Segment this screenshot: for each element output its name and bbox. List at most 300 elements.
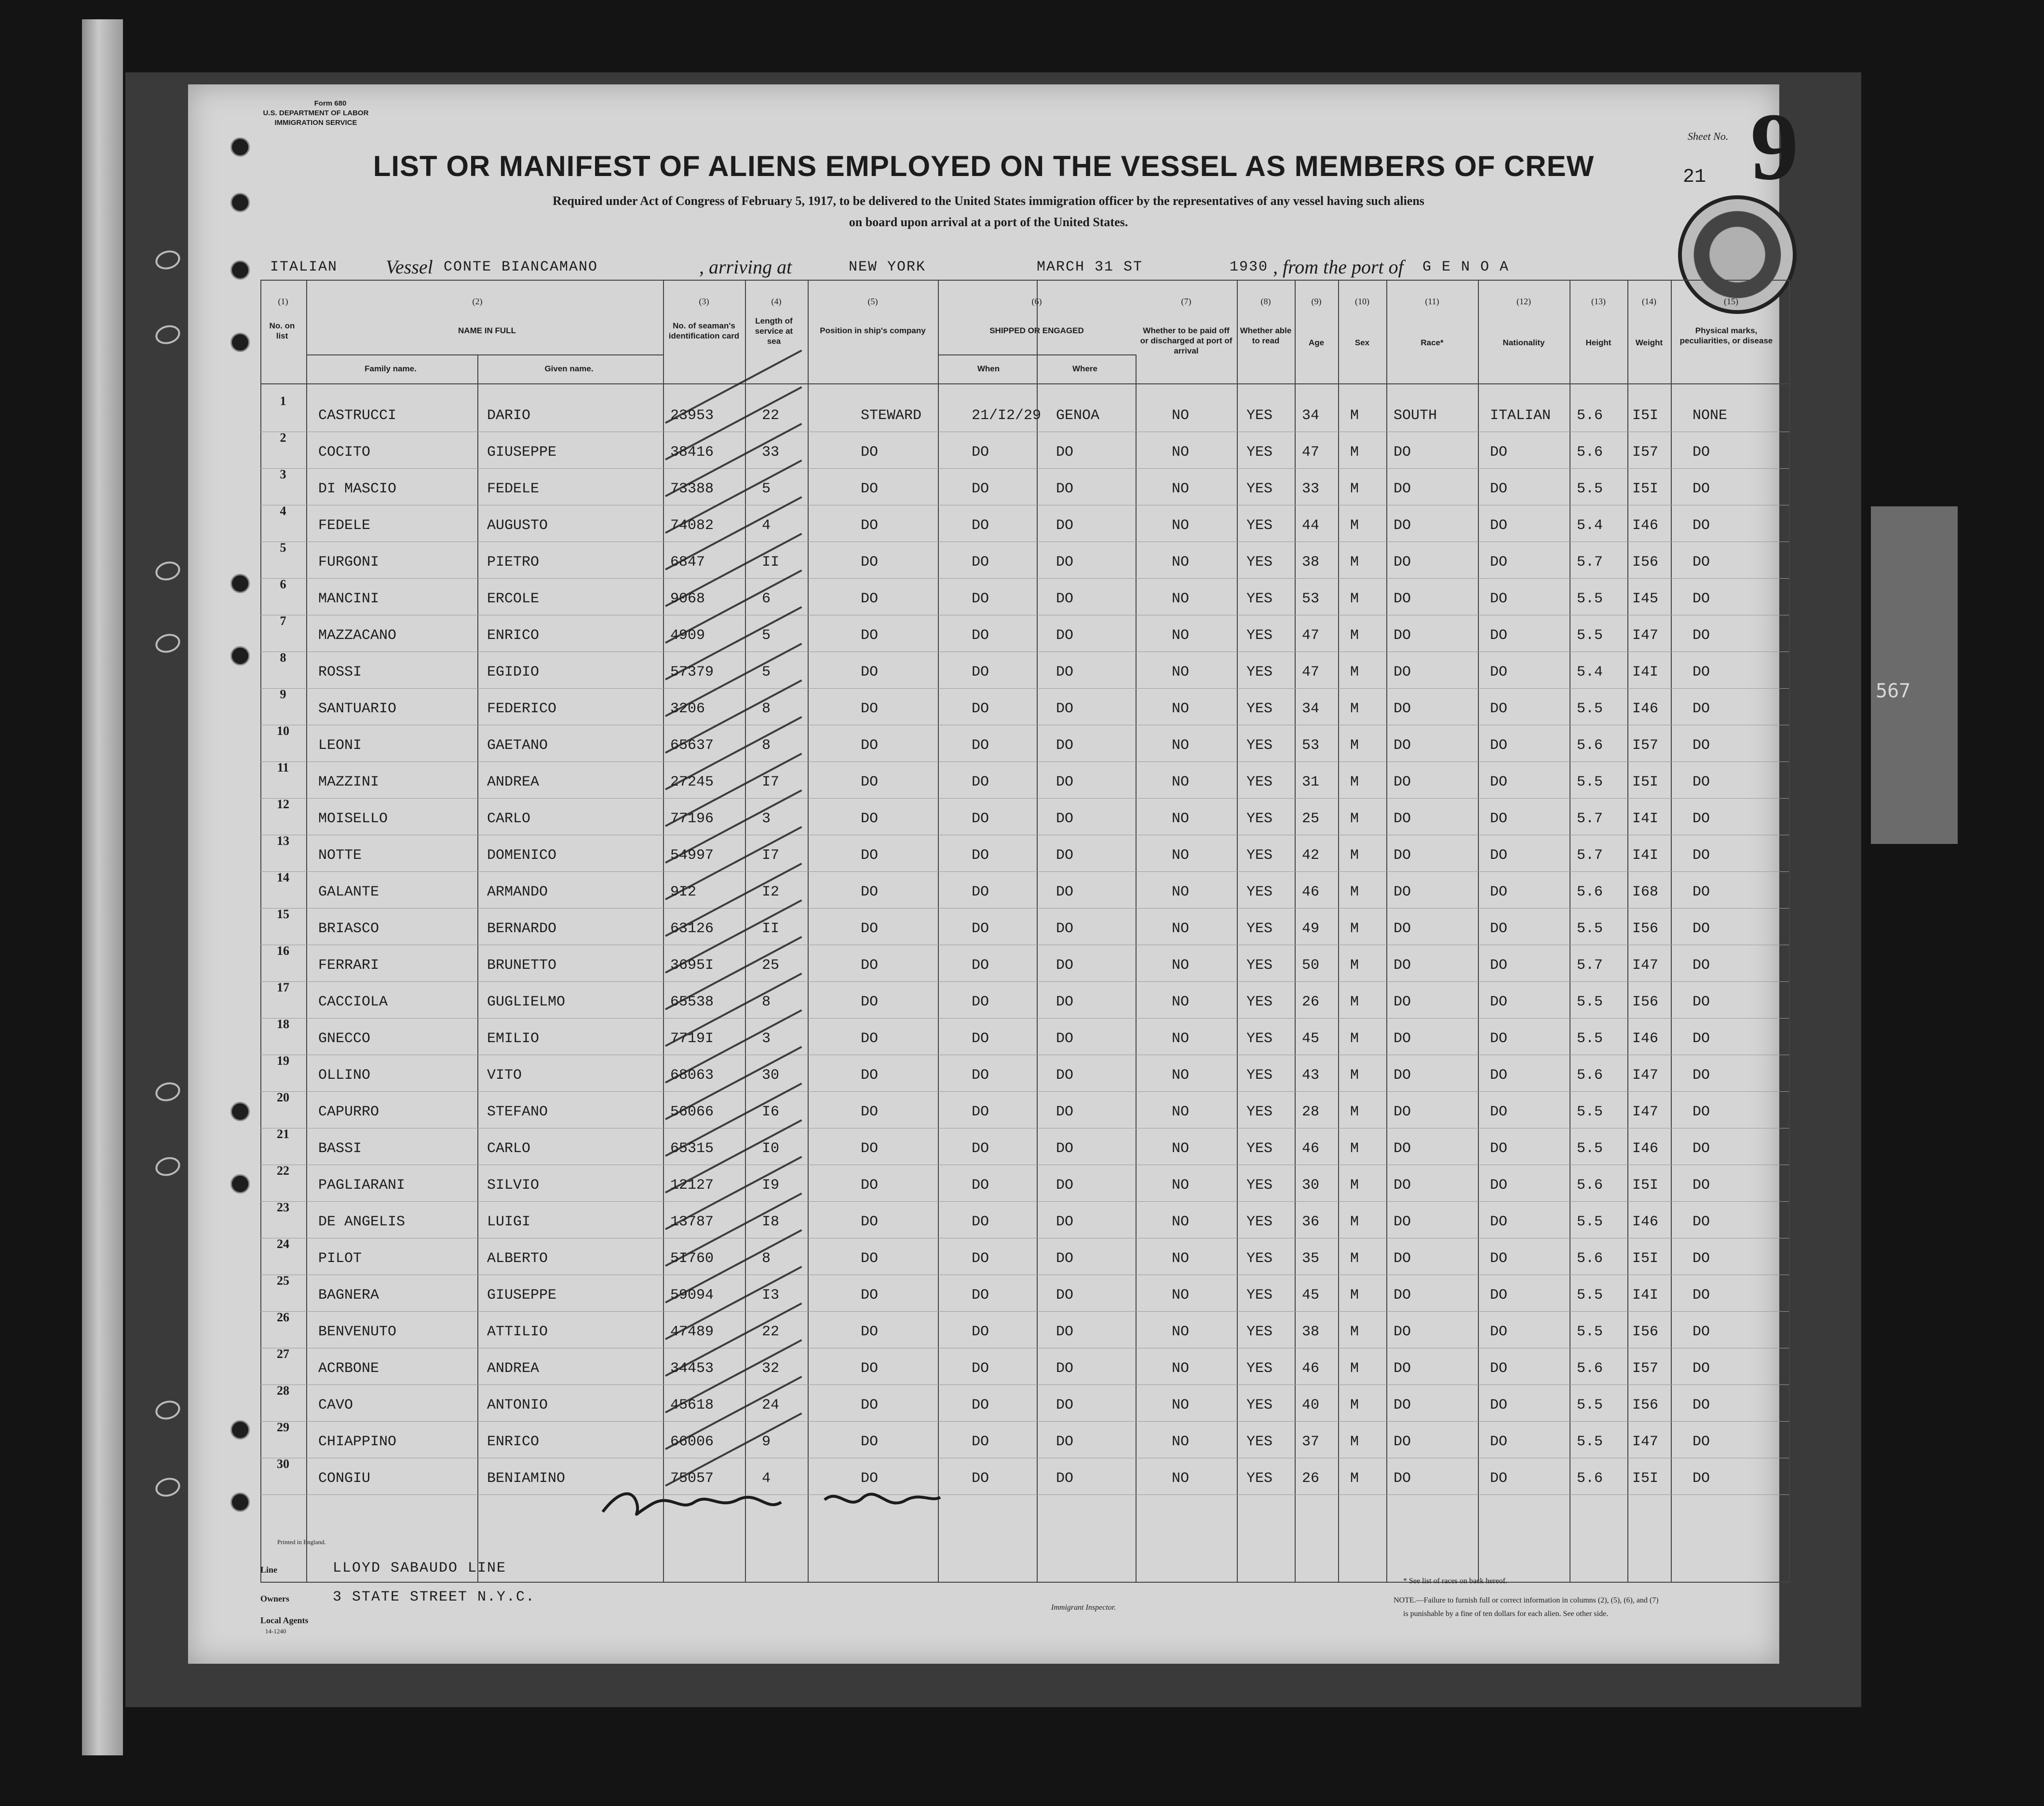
cell-age: 50 <box>1302 957 1320 974</box>
row-number: 19 <box>277 1054 289 1068</box>
cell-physical-marks: DO <box>1692 627 1710 644</box>
col-able-read: Whether able to read <box>1240 326 1292 345</box>
sheet-number-small: 21 <box>1683 166 1706 188</box>
cell-length-service: I8 <box>762 1214 780 1230</box>
cell-family-name: MANCINI <box>318 591 379 607</box>
cell-length-service: 4 <box>762 1470 771 1487</box>
cell-paid-off: NO <box>1172 994 1190 1010</box>
cell-shipped-where: DO <box>1056 1324 1074 1340</box>
cell-physical-marks: DO <box>1692 591 1710 607</box>
cell-weight: I56 <box>1632 1324 1659 1340</box>
cell-family-name: MAZZACANO <box>318 627 397 644</box>
cell-physical-marks: DO <box>1692 1250 1710 1267</box>
cell-age: 47 <box>1302 444 1320 461</box>
agents-code: 14-1240 <box>265 1628 286 1635</box>
cell-able-read: YES <box>1246 921 1273 937</box>
cell-seaman-card: 4909 <box>670 627 705 644</box>
cell-race: DO <box>1394 811 1411 827</box>
cell-family-name: CAPURRO <box>318 1104 379 1120</box>
cell-height: 5.6 <box>1577 1360 1603 1377</box>
cell-family-name: CASTRUCCI <box>318 407 397 424</box>
column-rule <box>306 280 307 1582</box>
cell-nationality: DO <box>1490 1287 1508 1304</box>
cell-family-name: LEONI <box>318 737 362 754</box>
cell-position: DO <box>861 1434 879 1450</box>
cell-given-name: ARMANDO <box>487 884 548 900</box>
subtitle-line-2: on board upon arrival at a port of the United States. <box>849 215 1128 229</box>
cell-family-name: CAVO <box>318 1397 353 1413</box>
cell-seaman-card: 65315 <box>670 1141 714 1157</box>
owners-label: Owners <box>260 1594 289 1603</box>
cell-given-name: BERNARDO <box>487 921 557 937</box>
cell-given-name: ANDREA <box>487 1360 540 1377</box>
cell-given-name: ANDREA <box>487 774 540 790</box>
column-rule <box>808 280 809 1582</box>
cell-sex: M <box>1350 884 1359 900</box>
cell-age: 46 <box>1302 884 1320 900</box>
cell-able-read: YES <box>1246 554 1273 570</box>
cell-physical-marks: DO <box>1692 444 1710 461</box>
cell-nationality: DO <box>1490 1104 1508 1120</box>
cell-height: 5.6 <box>1577 737 1603 754</box>
cell-age: 36 <box>1302 1214 1320 1230</box>
cell-age: 46 <box>1302 1360 1320 1377</box>
cell-able-read: YES <box>1246 517 1273 534</box>
cell-sex: M <box>1350 1104 1359 1120</box>
cell-given-name: PIETRO <box>487 554 540 570</box>
cell-race: DO <box>1394 1214 1411 1230</box>
cell-sex: M <box>1350 664 1359 680</box>
cell-nationality: DO <box>1490 664 1508 680</box>
cell-shipped-where: DO <box>1056 481 1074 497</box>
cell-length-service: 25 <box>762 957 780 974</box>
column-number: (3) <box>699 297 709 306</box>
cell-height: 5.6 <box>1577 444 1603 461</box>
cell-paid-off: NO <box>1172 481 1190 497</box>
cell-age: 45 <box>1302 1287 1320 1304</box>
cell-physical-marks: DO <box>1692 664 1710 680</box>
cell-shipped-where: DO <box>1056 1360 1074 1377</box>
cell-able-read: YES <box>1246 1214 1273 1230</box>
cell-shipped-where: DO <box>1056 847 1074 864</box>
cell-nationality: DO <box>1490 554 1508 570</box>
cell-position: DO <box>861 554 879 570</box>
cell-paid-off: NO <box>1172 1177 1190 1194</box>
cell-length-service: I9 <box>762 1177 780 1194</box>
cell-seaman-card: 7719I <box>670 1031 714 1047</box>
cell-physical-marks: DO <box>1692 701 1710 717</box>
cell-race: DO <box>1394 884 1411 900</box>
cell-weight: I57 <box>1632 737 1659 754</box>
column-rule <box>1671 280 1672 1582</box>
form-number: Form 680 <box>314 99 347 108</box>
row-number: 12 <box>277 797 289 811</box>
cell-height: 5.5 <box>1577 627 1603 644</box>
cell-weight: I56 <box>1632 994 1659 1010</box>
cell-seaman-card: 75057 <box>670 1470 714 1487</box>
row-number: 5 <box>280 541 286 555</box>
manifest-sheet <box>188 84 1799 1664</box>
cell-able-read: YES <box>1246 1067 1273 1084</box>
cell-shipped-where: DO <box>1056 1434 1074 1450</box>
cell-shipped-where: DO <box>1056 591 1074 607</box>
cell-given-name: FEDELE <box>487 481 540 497</box>
cell-nationality: DO <box>1490 1470 1508 1487</box>
cell-position: DO <box>861 1287 879 1304</box>
vessel-nationality: ITALIAN <box>270 259 338 275</box>
cell-physical-marks: DO <box>1692 517 1710 534</box>
col-where: Where <box>1072 364 1097 373</box>
cell-shipped-when: DO <box>972 811 989 827</box>
cell-given-name: GAETANO <box>487 737 548 754</box>
cell-weight: I46 <box>1632 1214 1659 1230</box>
cell-paid-off: NO <box>1172 517 1190 534</box>
cell-shipped-where: DO <box>1056 1397 1074 1413</box>
row-rule <box>260 981 1789 982</box>
cell-height: 5.6 <box>1577 1177 1603 1194</box>
cell-physical-marks: DO <box>1692 774 1710 790</box>
cell-position: DO <box>861 481 879 497</box>
cell-position: DO <box>861 847 879 864</box>
column-number: (6) <box>1031 297 1042 306</box>
cell-sex: M <box>1350 774 1359 790</box>
cell-paid-off: NO <box>1172 1250 1190 1267</box>
column-rule <box>1338 280 1339 1582</box>
cell-shipped-when: DO <box>972 884 989 900</box>
row-rule <box>260 1201 1789 1202</box>
cell-age: 25 <box>1302 811 1320 827</box>
inspector-check-mark <box>665 350 802 424</box>
cell-seaman-card: 66006 <box>670 1434 714 1450</box>
cell-able-read: YES <box>1246 737 1273 754</box>
column-rule <box>1478 280 1479 1582</box>
cell-physical-marks: DO <box>1692 1141 1710 1157</box>
cell-physical-marks: DO <box>1692 481 1710 497</box>
line-value: LLOYD SABAUDO LINE <box>333 1560 507 1576</box>
cell-sex: M <box>1350 1360 1359 1377</box>
cell-family-name: COCITO <box>318 444 371 461</box>
cell-weight: I46 <box>1632 701 1659 717</box>
col-when: When <box>977 364 1000 373</box>
cell-family-name: DE ANGELIS <box>318 1214 406 1230</box>
cell-family-name: MAZZINI <box>318 774 379 790</box>
cell-weight: I56 <box>1632 1397 1659 1413</box>
cell-race: DO <box>1394 591 1411 607</box>
cell-race: DO <box>1394 554 1411 570</box>
cell-length-service: 3 <box>762 811 771 827</box>
cell-weight: I68 <box>1632 884 1659 900</box>
sheet-number: 9 <box>1750 94 1799 200</box>
cell-able-read: YES <box>1246 1104 1273 1120</box>
row-number: 8 <box>280 651 286 665</box>
cell-position: DO <box>861 737 879 754</box>
cell-shipped-where: DO <box>1056 994 1074 1010</box>
cell-race: DO <box>1394 847 1411 864</box>
cell-family-name: OLLINO <box>318 1067 371 1084</box>
cell-shipped-where: DO <box>1056 1250 1074 1267</box>
cell-height: 5.5 <box>1577 1287 1603 1304</box>
cell-physical-marks: DO <box>1692 1324 1710 1340</box>
cell-paid-off: NO <box>1172 921 1190 937</box>
left-binding-strip <box>82 19 123 1755</box>
cell-nationality: DO <box>1490 701 1508 717</box>
col-race: Race* <box>1421 338 1444 347</box>
line-label: Line <box>260 1565 278 1575</box>
cell-sex: M <box>1350 994 1359 1010</box>
cell-shipped-when: DO <box>972 774 989 790</box>
cell-shipped-where: DO <box>1056 554 1074 570</box>
cell-paid-off: NO <box>1172 1360 1190 1377</box>
cell-age: 53 <box>1302 591 1320 607</box>
cell-given-name: ENRICO <box>487 1434 540 1450</box>
cell-seaman-card: 12127 <box>670 1177 714 1194</box>
cell-physical-marks: DO <box>1692 1397 1710 1413</box>
cell-position: DO <box>861 1214 879 1230</box>
cell-given-name: FEDERICO <box>487 701 557 717</box>
cell-seaman-card: 45618 <box>670 1397 714 1413</box>
cell-nationality: DO <box>1490 811 1508 827</box>
cell-race: DO <box>1394 481 1411 497</box>
cell-seaman-card: 57379 <box>670 664 714 680</box>
cell-race: DO <box>1394 1141 1411 1157</box>
cell-paid-off: NO <box>1172 737 1190 754</box>
column-number: (5) <box>867 297 878 306</box>
cell-age: 43 <box>1302 1067 1320 1084</box>
cell-able-read: YES <box>1246 1324 1273 1340</box>
cell-length-service: 3 <box>762 1031 771 1047</box>
cell-given-name: ENRICO <box>487 627 540 644</box>
cell-position: DO <box>861 811 879 827</box>
cell-shipped-where: DO <box>1056 517 1074 534</box>
cell-race: DO <box>1394 701 1411 717</box>
cell-sex: M <box>1350 1287 1359 1304</box>
cell-able-read: YES <box>1246 957 1273 974</box>
cell-position: DO <box>861 1360 879 1377</box>
cell-length-service: 8 <box>762 1250 771 1267</box>
cell-family-name: PILOT <box>318 1250 362 1267</box>
cell-height: 5.5 <box>1577 1434 1603 1450</box>
column-rule <box>1295 280 1296 1582</box>
cell-seaman-card: 9068 <box>670 591 705 607</box>
cell-height: 5.5 <box>1577 701 1603 717</box>
cell-height: 5.5 <box>1577 921 1603 937</box>
cell-position: DO <box>861 1141 879 1157</box>
column-rule <box>1136 354 1137 1582</box>
cell-family-name: BRIASCO <box>318 921 379 937</box>
cell-able-read: YES <box>1246 1177 1273 1194</box>
cell-family-name: FURGONI <box>318 554 379 570</box>
cell-age: 33 <box>1302 481 1320 497</box>
cell-given-name: GUGLIELMO <box>487 994 566 1010</box>
cell-able-read: YES <box>1246 591 1273 607</box>
cell-sex: M <box>1350 957 1359 974</box>
row-number: 27 <box>277 1347 289 1361</box>
cell-seaman-card: 77196 <box>670 811 714 827</box>
cell-age: 38 <box>1302 554 1320 570</box>
cell-race: DO <box>1394 921 1411 937</box>
cell-given-name: GIUSEPPE <box>487 1287 557 1304</box>
row-rule <box>260 798 1789 799</box>
arriving-label: , arriving at <box>699 256 792 278</box>
cell-race: DO <box>1394 957 1411 974</box>
cell-nationality: DO <box>1490 884 1508 900</box>
column-number: (1) <box>278 297 288 306</box>
cell-shipped-when: DO <box>972 1287 989 1304</box>
cell-paid-off: NO <box>1172 664 1190 680</box>
cell-length-service: 33 <box>762 444 780 461</box>
cell-sex: M <box>1350 1141 1359 1157</box>
cell-length-service: I0 <box>762 1141 780 1157</box>
cell-sex: M <box>1350 847 1359 864</box>
cell-weight: I4I <box>1632 811 1659 827</box>
cell-height: 5.6 <box>1577 407 1603 424</box>
cell-shipped-when: DO <box>972 1141 989 1157</box>
cell-position: DO <box>861 1067 879 1084</box>
cell-given-name: ERCOLE <box>487 591 540 607</box>
cell-age: 26 <box>1302 994 1320 1010</box>
cell-shipped-when: DO <box>972 1177 989 1194</box>
cell-nationality: DO <box>1490 774 1508 790</box>
cell-family-name: FERRARI <box>318 957 379 974</box>
cell-given-name: EMILIO <box>487 1031 540 1047</box>
cell-able-read: YES <box>1246 811 1273 827</box>
cell-weight: I5I <box>1632 407 1659 424</box>
cell-physical-marks: DO <box>1692 1434 1710 1450</box>
cell-weight: I47 <box>1632 1067 1659 1084</box>
row-number: 29 <box>277 1420 289 1434</box>
cell-shipped-when: DO <box>972 921 989 937</box>
cell-length-service: I6 <box>762 1104 780 1120</box>
row-number: 20 <box>277 1090 289 1104</box>
cell-nationality: DO <box>1490 921 1508 937</box>
cell-shipped-when: DO <box>972 1104 989 1120</box>
row-number: 28 <box>277 1384 289 1398</box>
cell-height: 5.5 <box>1577 1141 1603 1157</box>
cell-shipped-when: DO <box>972 664 989 680</box>
cell-able-read: YES <box>1246 884 1273 900</box>
cell-shipped-when: DO <box>972 627 989 644</box>
column-rule <box>260 280 261 1582</box>
arrival-year: 1930 <box>1230 259 1269 275</box>
cell-height: 5.5 <box>1577 1397 1603 1413</box>
cell-nationality: DO <box>1490 1214 1508 1230</box>
column-rule <box>477 354 478 1582</box>
row-rule <box>260 871 1789 872</box>
cell-paid-off: NO <box>1172 1434 1190 1450</box>
row-number: 16 <box>277 944 289 958</box>
cell-shipped-where: DO <box>1056 811 1074 827</box>
cell-length-service: 32 <box>762 1360 780 1377</box>
cell-physical-marks: NONE <box>1692 407 1728 424</box>
cell-weight: I46 <box>1632 1141 1659 1157</box>
table-bottom-rule <box>260 1582 1789 1583</box>
cell-length-service: 9 <box>762 1434 771 1450</box>
cell-age: 53 <box>1302 737 1320 754</box>
column-number: (10) <box>1355 297 1369 306</box>
cell-able-read: YES <box>1246 1287 1273 1304</box>
cell-length-service: 22 <box>762 1324 780 1340</box>
row-number: 3 <box>280 467 286 481</box>
cell-physical-marks: DO <box>1692 811 1710 827</box>
cell-shipped-when: DO <box>972 1324 989 1340</box>
col-position: Position in ship's company <box>820 326 926 335</box>
cell-seaman-card: 56066 <box>670 1104 714 1120</box>
cell-race: SOUTH <box>1394 407 1437 424</box>
cell-shipped-where: DO <box>1056 664 1074 680</box>
cell-height: 5.5 <box>1577 774 1603 790</box>
cell-age: 44 <box>1302 517 1320 534</box>
table-top-rule <box>260 280 1789 281</box>
cell-sex: M <box>1350 1397 1359 1413</box>
column-rule <box>1237 280 1238 1582</box>
cell-seaman-card: 13787 <box>670 1214 714 1230</box>
cell-given-name: ATTILIO <box>487 1324 548 1340</box>
cell-weight: I47 <box>1632 1434 1659 1450</box>
cell-paid-off: NO <box>1172 1031 1190 1047</box>
cell-shipped-where: DO <box>1056 1177 1074 1194</box>
cell-race: DO <box>1394 1250 1411 1267</box>
cell-able-read: YES <box>1246 1141 1273 1157</box>
cell-race: DO <box>1394 737 1411 754</box>
cell-family-name: FEDELE <box>318 517 371 534</box>
row-number: 21 <box>277 1127 289 1141</box>
departure-port: G E N O A <box>1422 259 1510 275</box>
cell-age: 49 <box>1302 921 1320 937</box>
cell-weight: I57 <box>1632 1360 1659 1377</box>
cell-family-name: MOISELLO <box>318 811 388 827</box>
sheet-label: Sheet No. <box>1688 130 1729 142</box>
cell-physical-marks: DO <box>1692 1470 1710 1487</box>
cell-length-service: 5 <box>762 664 771 680</box>
cell-family-name: CONGIU <box>318 1470 371 1487</box>
cell-race: DO <box>1394 444 1411 461</box>
col-name-in-full: NAME IN FULL <box>458 326 516 335</box>
row-rule <box>260 578 1789 579</box>
cell-position: DO <box>861 1324 879 1340</box>
races-note: * See list of races on back hereof. <box>1403 1577 1507 1585</box>
cell-length-service: II <box>762 554 780 570</box>
cell-weight: I57 <box>1632 444 1659 461</box>
cell-family-name: GALANTE <box>318 884 379 900</box>
row-number: 17 <box>277 980 289 994</box>
cell-height: 5.5 <box>1577 994 1603 1010</box>
from-port-label: , from the port of <box>1273 256 1404 278</box>
cell-family-name: ACRBONE <box>318 1360 379 1377</box>
cell-length-service: 24 <box>762 1397 780 1413</box>
cell-height: 5.6 <box>1577 884 1603 900</box>
cell-paid-off: NO <box>1172 1324 1190 1340</box>
cell-given-name: BRUNETTO <box>487 957 557 974</box>
subheader-rule <box>306 354 663 355</box>
cell-shipped-where: DO <box>1056 957 1074 974</box>
row-number: 9 <box>280 687 286 701</box>
cell-given-name: VITO <box>487 1067 522 1084</box>
cell-sex: M <box>1350 1031 1359 1047</box>
cell-sex: M <box>1350 1324 1359 1340</box>
cell-family-name: BENVENUTO <box>318 1324 397 1340</box>
cell-family-name: BAGNERA <box>318 1287 379 1304</box>
cell-length-service: 8 <box>762 994 771 1010</box>
row-rule <box>260 1091 1789 1092</box>
row-number: 4 <box>280 504 286 518</box>
column-rule <box>1386 280 1387 1582</box>
cell-shipped-where: DO <box>1056 701 1074 717</box>
cell-shipped-when: 21/I2/29 <box>972 407 1042 424</box>
cell-seaman-card: 3695I <box>670 957 714 974</box>
column-number: (15) <box>1724 297 1738 306</box>
cell-shipped-when: DO <box>972 481 989 497</box>
cell-physical-marks: DO <box>1692 1031 1710 1047</box>
